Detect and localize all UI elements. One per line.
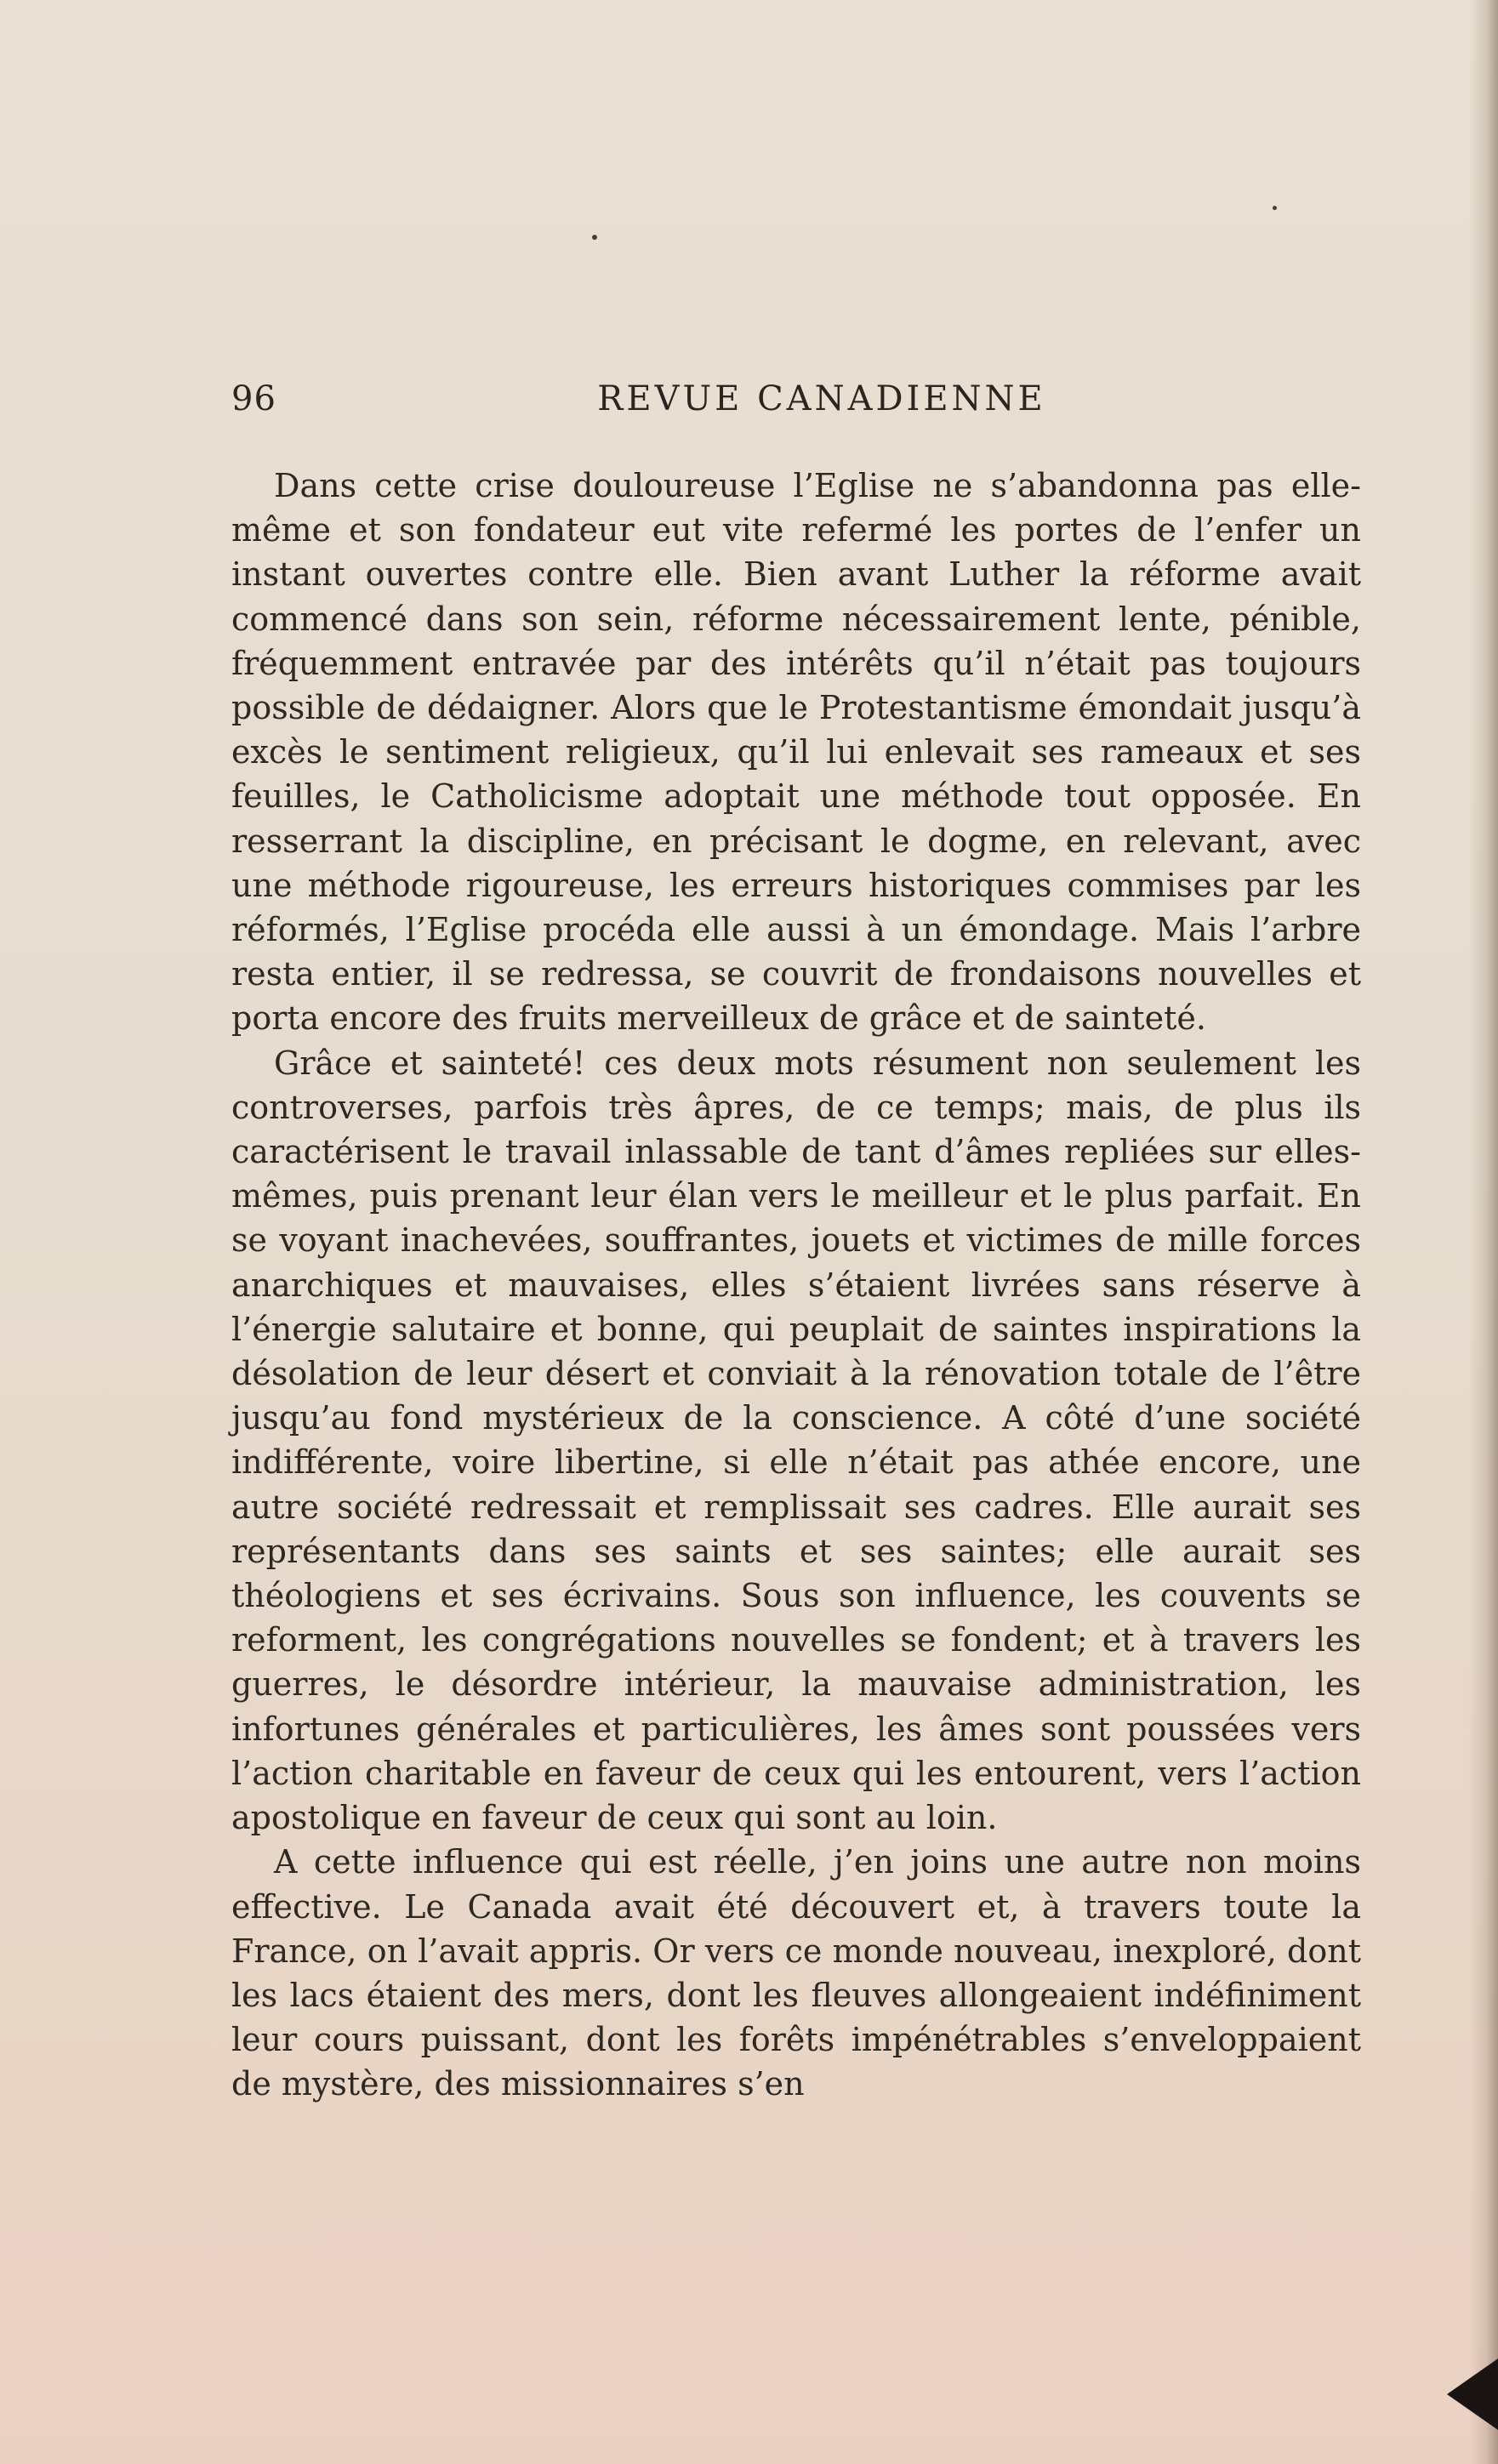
ink-speck: [1273, 206, 1277, 210]
body-text: [231, 464, 1361, 2107]
ink-speck: [592, 235, 597, 240]
page-corner-mark: [1447, 2359, 1498, 2430]
page-edge-shadow: [1469, 0, 1498, 2464]
paragraph: Grâce et sainteté! ces deux mots résument non seulement les controverses, parfois très âpres, de ce temps; mais, de plus ils caractérisent le travail inlassable de tant d’âmes repliées sur elles-mêmes, puis prenant leur élan vers le meilleur et le plus parfait. En se voyant inachevées, souffrantes, jouets et victimes de mille forces anarchiques et mauvaises, elles s’étaient livrées sans réserve à l’énergie salutaire et bonne, qui peuplait de saintes inspirations la désolation de leur désert et conviait à la rénovation totale de l’être jusqu’au fond mystérieux de la conscience. A côté d’une société indifférente, voire libertine, si elle n’était pas athée encore, une autre société redressait et remplissait ses cadres. Elle aurait ses représentants dans ses saints et ses saintes; elle aurait ses théologiens et ses écrivains. Sous son influence, les couvents se reforment, les congrégations nouvelles se fondent; et à travers les guerres, le désordre intérieur, la mauvaise administration, les infortunes générales et particulières, les âmes sont poussées vers l’action charitable en faveur de ceux qui les entourent, vers l’action apostolique en faveur de ceux qui sont au loin.: [231, 1044, 1361, 1837]
page-header: [231, 379, 1361, 422]
running-title: REVUE CANADIENNE: [597, 379, 1046, 418]
paragraph: A cette influence qui est réelle, j’en joins une autre non moins effective. Le Canada avait été découvert et, à travers toute la France, on l’avait appris. Or vers ce monde nouveau, inexploré, dont les lacs étaient des mers, dont les fleuves allongeaient indéfiniment leur cours puissant, dont les forêts impénétrables s’enveloppaient de mystère, des missionnaires s’en: [231, 1843, 1361, 2103]
page-number: 96: [231, 379, 276, 418]
paragraph: Dans cette crise douloureuse l’Eglise ne s’abandonna pas elle-même et son fondateur eut vite refermé les portes de l’enfer un instant ouvertes contre elle. Bien avant Luther la réforme avait commencé dans son sein, réforme nécessairement lente, pénible, fréquemment entravée par des intérêts qu’il n’était pas toujours possible de dédaigner. Alors que le Protestantisme émondait jusqu’à excès le sentiment religieux, qu’il lui enlevait ses rameaux et ses feuilles, le Catholicisme adoptait une méthode tout opposée. En resserrant la discipline, en précisant le dogme, en relevant, avec une méthode rigoureuse, les erreurs historiques commises par les réformés, l’Eglise procéda elle aussi à un émondage. Mais l’arbre resta entier, il se redressa, se couvrit de frondaisons nouvelles et porta encore des fruits merveilleux de grâce et de sainteté.: [231, 467, 1361, 1038]
